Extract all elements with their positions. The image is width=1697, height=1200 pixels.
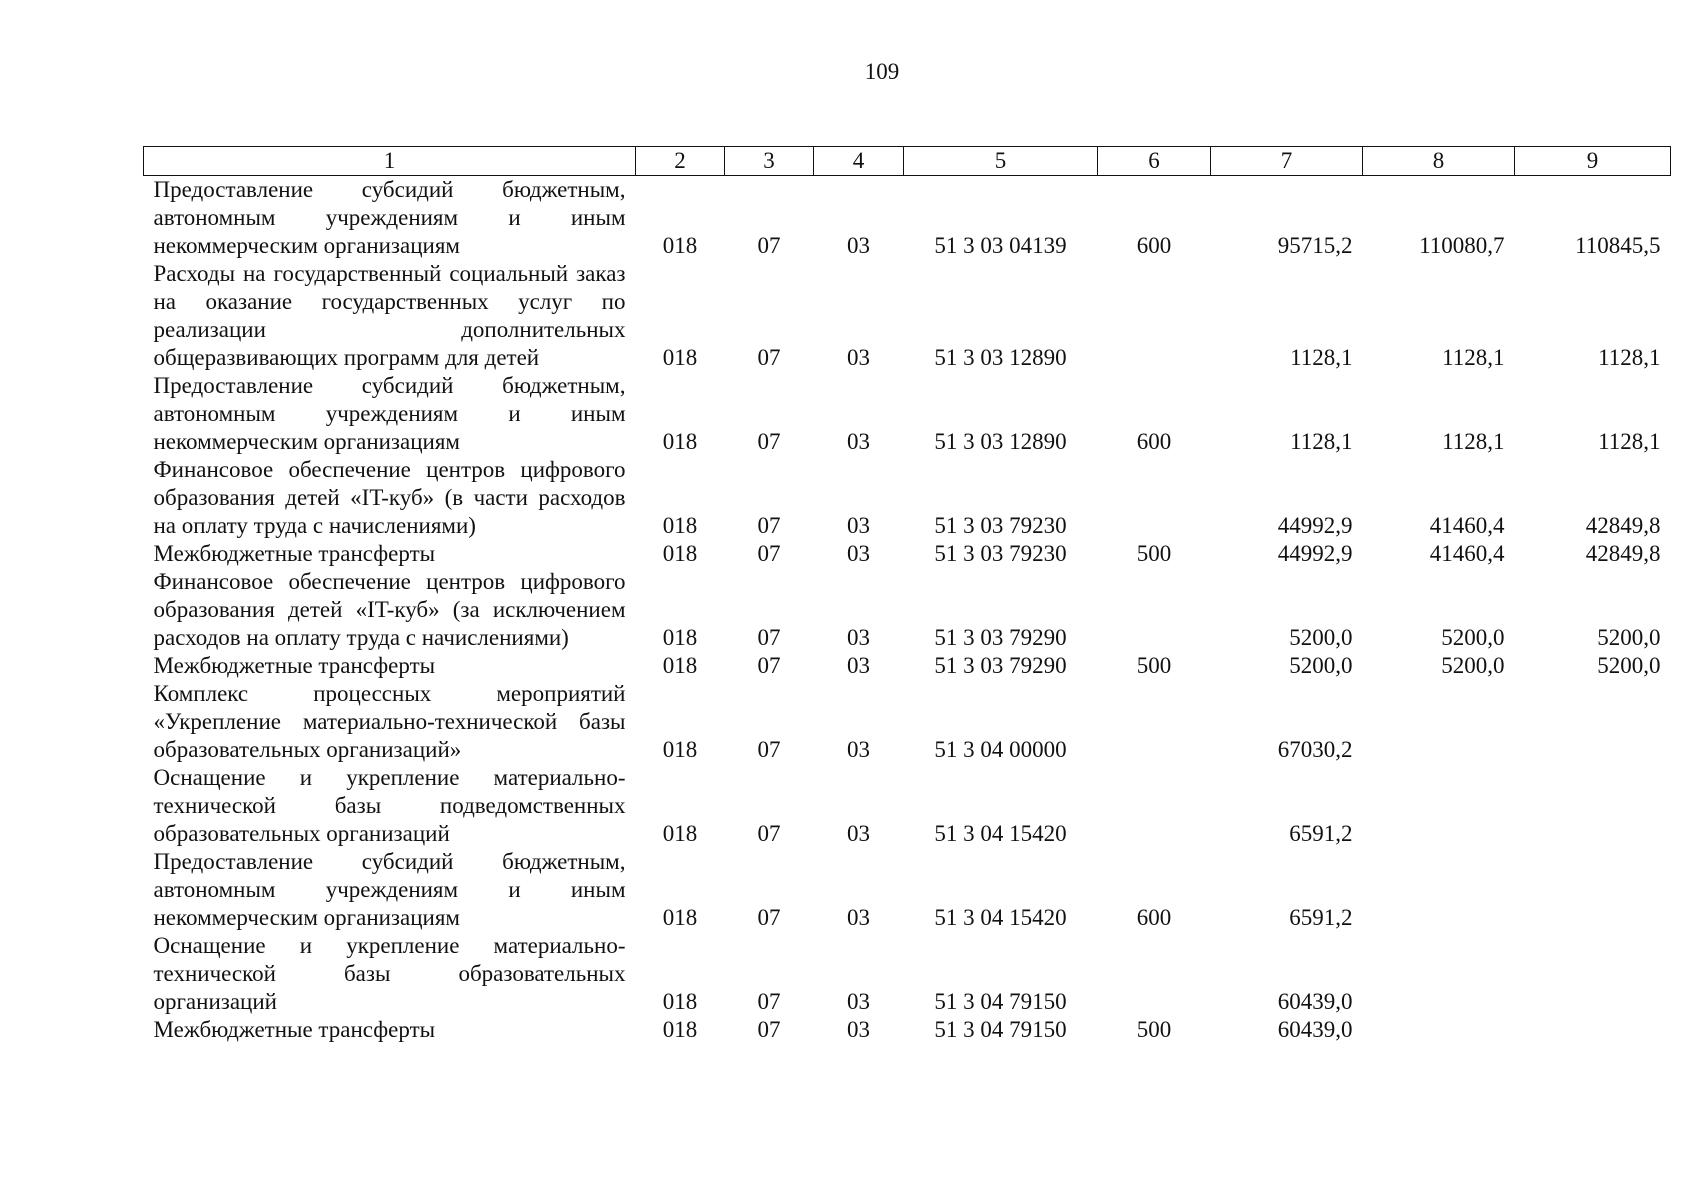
column-header: 4 xyxy=(814,147,904,176)
amount-year-2: 1128,1 xyxy=(1442,345,1505,370)
amount-year-2 xyxy=(1363,932,1515,1016)
amount-year-2: 41460,4 xyxy=(1429,513,1505,538)
grbs-code: 018 xyxy=(662,541,698,566)
grbs-code: 018 xyxy=(662,233,698,258)
table-row xyxy=(144,540,1671,568)
grbs-code: 018 xyxy=(662,737,698,762)
expense-type-code xyxy=(1098,568,1211,652)
row-name: Оснащение и укрепление материально-технической базы образовательных организаций xyxy=(153,933,626,1014)
amount-year-1: 44992,9 xyxy=(1277,513,1353,538)
amount-year-1: 5200,0 xyxy=(1289,653,1353,678)
section-code: 07 xyxy=(757,821,781,846)
section-code: 07 xyxy=(757,989,781,1014)
table-row xyxy=(144,176,1671,261)
target-article-code: 51 3 03 79230 xyxy=(934,513,1067,538)
expense-type-code: 500 xyxy=(1136,653,1172,678)
table-body xyxy=(144,176,1671,1045)
amount-year-3 xyxy=(1515,1016,1671,1044)
amount-year-3 xyxy=(1515,932,1671,1016)
subsection-code: 03 xyxy=(847,905,870,930)
subsection-code: 03 xyxy=(847,541,870,566)
amount-year-3: 1128,1 xyxy=(1598,345,1661,370)
table-row xyxy=(144,1016,1671,1044)
row-name: Предоставление субсидий бюджетным, автономным учреждениям и иным некоммерческим организациям xyxy=(153,177,626,258)
amount-year-1: 1128,1 xyxy=(1290,429,1353,454)
expense-type-code xyxy=(1098,764,1211,848)
amount-year-2 xyxy=(1363,680,1515,764)
amount-year-1: 67030,2 xyxy=(1277,737,1353,762)
amount-year-1: 60439,0 xyxy=(1277,989,1353,1014)
target-article-code: 51 3 03 12890 xyxy=(934,345,1067,370)
table-row xyxy=(144,932,1671,1016)
table-row xyxy=(144,456,1671,540)
table-row xyxy=(144,848,1671,932)
amount-year-1: 1128,1 xyxy=(1290,345,1353,370)
amount-year-2: 5200,0 xyxy=(1441,625,1505,650)
header-row xyxy=(144,147,1671,176)
grbs-code: 018 xyxy=(662,429,698,454)
amount-year-2 xyxy=(1363,764,1515,848)
column-header: 1 xyxy=(144,147,636,176)
target-article-code: 51 3 04 79150 xyxy=(934,989,1067,1014)
amount-year-1: 44992,9 xyxy=(1277,541,1353,566)
expense-type-code: 500 xyxy=(1136,541,1172,566)
subsection-code: 03 xyxy=(847,1017,870,1042)
grbs-code: 018 xyxy=(662,905,698,930)
expense-type-code: 600 xyxy=(1136,233,1172,258)
subsection-code: 03 xyxy=(847,513,870,538)
amount-year-3: 1128,1 xyxy=(1598,429,1661,454)
target-article-code: 51 3 04 79150 xyxy=(934,1017,1067,1042)
amount-year-2: 110080,7 xyxy=(1419,233,1505,258)
subsection-code: 03 xyxy=(847,625,870,650)
target-article-code: 51 3 03 79230 xyxy=(934,541,1067,566)
grbs-code: 018 xyxy=(662,1017,698,1042)
column-header: 3 xyxy=(725,147,814,176)
amount-year-2: 5200,0 xyxy=(1441,653,1505,678)
subsection-code: 03 xyxy=(847,653,870,678)
subsection-code: 03 xyxy=(847,429,870,454)
expense-type-code xyxy=(1098,680,1211,764)
section-code: 07 xyxy=(757,625,781,650)
target-article-code: 51 3 03 79290 xyxy=(934,653,1067,678)
row-name: Комплекс процессных мероприятий «Укрепление материально-технической базы образовательных организаций» xyxy=(153,681,626,762)
grbs-code: 018 xyxy=(662,345,698,370)
amount-year-3: 42849,8 xyxy=(1585,541,1661,566)
expense-type-code xyxy=(1098,456,1211,540)
page-number: 109 xyxy=(864,59,900,84)
section-code: 07 xyxy=(757,905,781,930)
section-code: 07 xyxy=(757,1017,781,1042)
amount-year-2 xyxy=(1363,1016,1515,1044)
expense-type-code xyxy=(1098,260,1211,372)
row-name: Межбюджетные трансферты xyxy=(153,653,436,678)
target-article-code: 51 3 03 12890 xyxy=(934,429,1067,454)
table-row xyxy=(144,652,1671,680)
expense-type-code: 600 xyxy=(1136,429,1172,454)
budget-table xyxy=(143,146,1671,1044)
row-name: Оснащение и укрепление материально-технической базы подведомственных образовательных организаций xyxy=(153,765,626,846)
amount-year-3 xyxy=(1515,848,1671,932)
amount-year-2: 41460,4 xyxy=(1429,541,1505,566)
column-header: 9 xyxy=(1515,147,1671,176)
subsection-code: 03 xyxy=(847,345,870,370)
target-article-code: 51 3 03 04139 xyxy=(934,233,1067,258)
amount-year-3 xyxy=(1515,764,1671,848)
expense-type-code: 600 xyxy=(1136,905,1172,930)
amount-year-1: 6591,2 xyxy=(1289,821,1353,846)
row-name: Межбюджетные трансферты xyxy=(153,541,436,566)
amount-year-3: 5200,0 xyxy=(1597,625,1661,650)
row-name: Финансовое обеспечение центров цифрового образования детей «IT-куб» (в части расходов на оплату труда с начислениями) xyxy=(153,457,626,538)
grbs-code: 018 xyxy=(662,821,698,846)
row-name: Предоставление субсидий бюджетным, автономным учреждениям и иным некоммерческим организациям xyxy=(153,849,626,930)
section-code: 07 xyxy=(757,233,781,258)
section-code: 07 xyxy=(757,345,781,370)
amount-year-1: 60439,0 xyxy=(1277,1017,1353,1042)
amount-year-1: 5200,0 xyxy=(1289,625,1353,650)
target-article-code: 51 3 04 15420 xyxy=(934,821,1067,846)
column-header: 7 xyxy=(1211,147,1363,176)
section-code: 07 xyxy=(757,429,781,454)
row-name: Расходы на государственный социальный заказ на оказание государственных услуг по реализации дополнительных общеразвивающих программ для детей xyxy=(153,261,626,370)
grbs-code: 018 xyxy=(662,989,698,1014)
target-article-code: 51 3 04 15420 xyxy=(934,905,1067,930)
table-header xyxy=(144,147,1671,176)
row-name: Межбюджетные трансферты xyxy=(153,1017,436,1042)
subsection-code: 03 xyxy=(847,737,870,762)
row-name: Предоставление субсидий бюджетным, автономным учреждениям и иным некоммерческим организациям xyxy=(153,373,626,454)
amount-year-3: 42849,8 xyxy=(1585,513,1661,538)
subsection-code: 03 xyxy=(847,233,870,258)
subsection-code: 03 xyxy=(847,821,870,846)
amount-year-2: 1128,1 xyxy=(1442,429,1505,454)
table-row xyxy=(144,372,1671,456)
column-header: 2 xyxy=(636,147,725,176)
target-article-code: 51 3 04 00000 xyxy=(934,737,1067,762)
grbs-code: 018 xyxy=(662,625,698,650)
section-code: 07 xyxy=(757,513,781,538)
amount-year-3: 110845,5 xyxy=(1575,233,1661,258)
table-row xyxy=(144,568,1671,652)
grbs-code: 018 xyxy=(662,513,698,538)
table-row xyxy=(144,680,1671,764)
grbs-code: 018 xyxy=(662,653,698,678)
amount-year-3 xyxy=(1515,680,1671,764)
table-row xyxy=(144,260,1671,372)
section-code: 07 xyxy=(757,541,781,566)
table-row xyxy=(144,764,1671,848)
expense-type-code xyxy=(1098,932,1211,1016)
amount-year-2 xyxy=(1363,848,1515,932)
target-article-code: 51 3 03 79290 xyxy=(934,625,1067,650)
section-code: 07 xyxy=(757,653,781,678)
subsection-code: 03 xyxy=(847,989,870,1014)
row-name: Финансовое обеспечение центров цифрового образования детей «IT-куб» (за исключением расходов на оплату труда с начислениями) xyxy=(153,569,626,650)
column-header: 5 xyxy=(904,147,1098,176)
amount-year-1: 95715,2 xyxy=(1277,233,1353,258)
column-header: 8 xyxy=(1363,147,1515,176)
expense-type-code: 500 xyxy=(1136,1017,1172,1042)
amount-year-3: 5200,0 xyxy=(1597,653,1661,678)
amount-year-1: 6591,2 xyxy=(1289,905,1353,930)
column-header: 6 xyxy=(1098,147,1211,176)
section-code: 07 xyxy=(757,737,781,762)
